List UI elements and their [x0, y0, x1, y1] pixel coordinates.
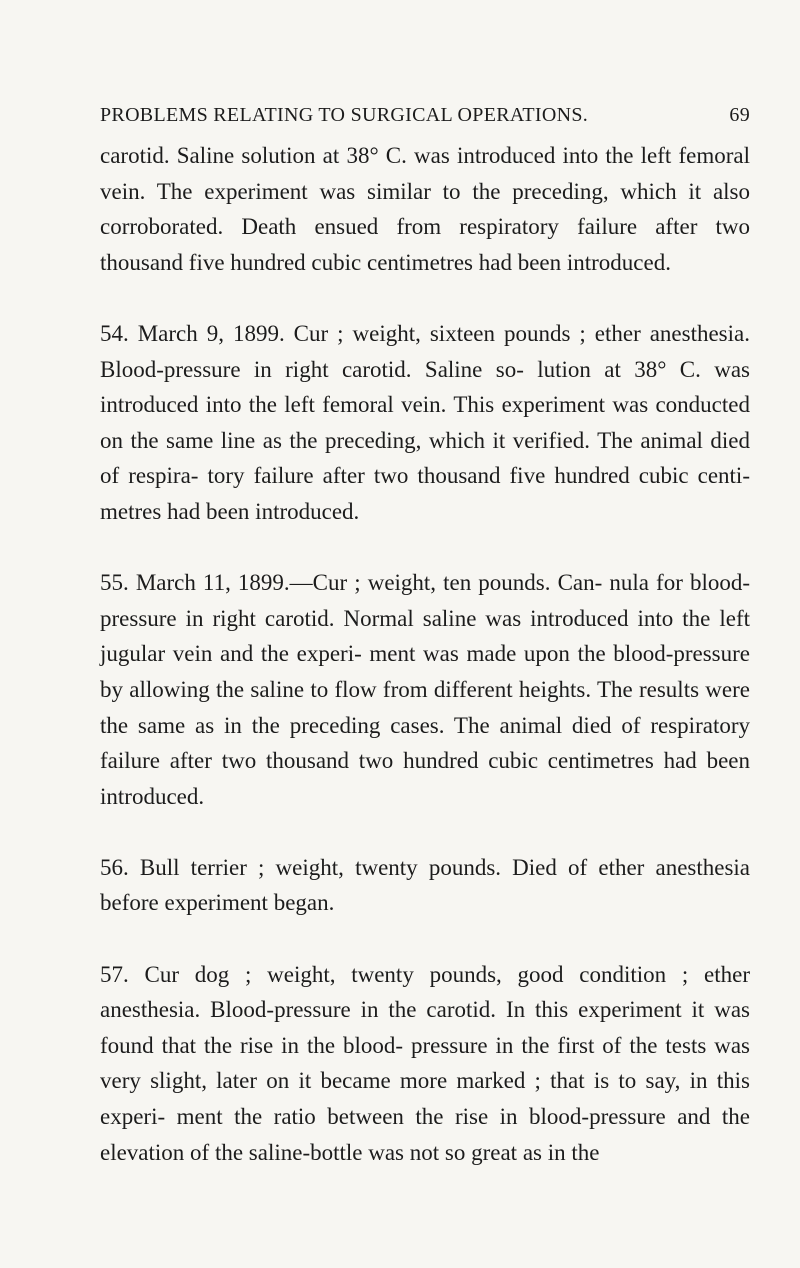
paragraph-experiment-54: 54. March 9, 1899. Cur ; weight, sixteen pounds ; ether anesthesia. Blood-pressure in right carotid. Saline so- lution at 38° C. was introduced into the left femoral vein. This experiment was conducted on the same line as the preceding, which it verified. The animal died of respira- tory failure after two thousand five hundred cubic centi- metres had been introduced. [100, 320, 750, 524]
paragraph-continuation: carotid. Saline solution at 38° C. was introduced into the left femoral vein. The experiment was similar to the preceding, which it also corroborated. Death ensued from respiratory failure after two thousand five hundred cubic centimetres had been introduced. [100, 143, 750, 275]
page-body [100, 138, 750, 1206]
paragraph-experiment-56: 56. Bull terrier ; weight, twenty pounds. Died of ether anesthesia before experiment began. [100, 854, 750, 916]
paragraph-experiment-55: 55. March 11, 1899.—Cur ; weight, ten pounds. Can- nula for blood-pressure in right carotid. Normal saline was introduced into the left jugular vein and the experi- ment was made upon the blood-pressure by allowing the saline to flow from different heights. The results were the same as in the preceding cases. The animal died of respiratory failure after two thousand two hundred cubic centimetres had been introduced. [100, 570, 750, 809]
running-head-title: PROBLEMS RELATING TO SURGICAL OPERATIONS. [100, 104, 589, 126]
running-head [100, 104, 750, 134]
page-number: 69 [729, 104, 750, 126]
paragraph-experiment-57: 57. Cur dog ; weight, twenty pounds, good condition ; ether anesthesia. Blood-pressure in the carotid. In this experiment it was found that the rise in the blood- pressure in the first of the tests was very slight, later on it became more marked ; that is to say, in this experi- ment the ratio between the rise in blood-pressure and the elevation of the saline-bottle was not so great as in the [100, 961, 750, 1165]
